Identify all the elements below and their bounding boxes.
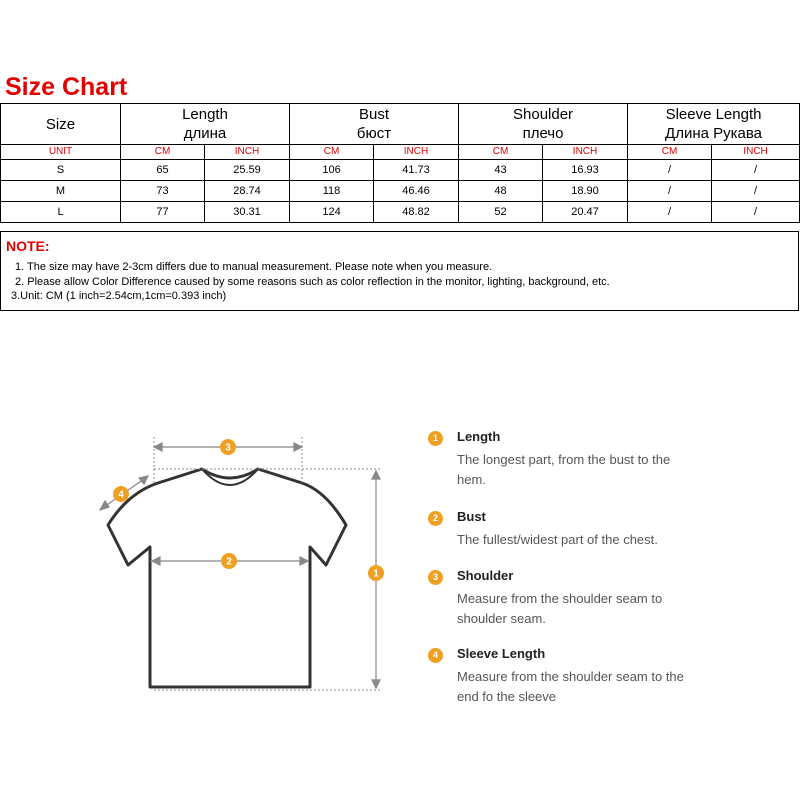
table-cell: 77: [121, 202, 205, 223]
unit-cell: INCH: [543, 145, 628, 160]
marker-label: 1: [373, 568, 379, 580]
note-box: [0, 231, 799, 311]
unit-cell: INCH: [712, 145, 800, 160]
note-line: 3.Unit: CM (1 inch=2.54cm,1cm=0.393 inch): [11, 290, 227, 302]
table-cell: 16.93: [543, 160, 628, 181]
column-header-ru: плечо: [522, 125, 564, 142]
legend-description: The fullest/widest part of the chest.: [457, 532, 658, 547]
unit-cell: CM: [459, 145, 543, 160]
table-cell: 28.74: [205, 181, 290, 202]
column-header-en: Shoulder: [513, 106, 574, 123]
column-header-en: Bust: [359, 106, 390, 123]
size-label-cell: S: [1, 160, 121, 181]
table-cell: 46.46: [374, 181, 459, 202]
table-cell: /: [712, 181, 800, 202]
unit-cell: CM: [121, 145, 205, 160]
column-header-bust: [290, 104, 459, 145]
marker-label: 4: [118, 489, 124, 501]
table-cell: 18.90: [543, 181, 628, 202]
column-header-sleeve-length: [628, 104, 800, 145]
table-cell: /: [628, 160, 712, 181]
table-cell: 43: [459, 160, 543, 181]
column-header-shoulder: [459, 104, 628, 145]
table-cell: 65: [121, 160, 205, 181]
unit-cell: UNIT: [1, 145, 121, 160]
column-header-ru: бюст: [356, 125, 392, 142]
table-cell: 41.73: [374, 160, 459, 181]
note-title: NOTE:: [6, 238, 50, 254]
column-header-length: [121, 104, 290, 145]
legend-title: Length: [457, 429, 501, 444]
table-row: [1, 181, 800, 202]
table-cell: 30.31: [205, 202, 290, 223]
table-row: [1, 202, 800, 223]
marker-label: 2: [226, 556, 232, 568]
size-label-cell: L: [1, 202, 121, 223]
number-badge: 3: [428, 570, 443, 585]
page-title: Size Chart: [5, 73, 128, 101]
size-table: [0, 103, 800, 223]
number-badge: 4: [428, 648, 443, 663]
table-cell: 73: [121, 181, 205, 202]
table-cell: /: [712, 202, 800, 223]
tshirt-diagram: [90, 425, 390, 705]
legend-title: Bust: [457, 509, 486, 524]
table-cell: 48: [459, 181, 543, 202]
marker-2: [221, 553, 237, 569]
note-line: 1. The size may have 2-3cm differs due to manual measurement. Please note when you measure.: [15, 261, 493, 273]
unit-cell: CM: [290, 145, 374, 160]
note-line: 2. Please allow Color Difference caused by some reasons such as color reflection in the monitor, lighting, background, etc.: [15, 276, 610, 288]
unit-cell: CM: [628, 145, 712, 160]
table-cell: 20.47: [543, 202, 628, 223]
marker-1: [368, 565, 384, 581]
unit-row: [1, 145, 800, 160]
marker-4: [113, 486, 129, 502]
legend-title: Sleeve Length: [457, 646, 546, 661]
size-header-cell: Size: [1, 104, 121, 145]
tshirt-outline-icon: [108, 469, 346, 687]
legend-description: The longest part, from the bust to the hem.: [457, 452, 671, 487]
number-badge: 2: [428, 511, 443, 526]
table-header-row: [1, 104, 800, 145]
table-cell: 52: [459, 202, 543, 223]
unit-cell: INCH: [205, 145, 290, 160]
table-cell: /: [712, 160, 800, 181]
marker-3: [220, 439, 236, 455]
unit-cell: INCH: [374, 145, 459, 160]
number-badge: 1: [428, 431, 443, 446]
table-cell: 48.82: [374, 202, 459, 223]
size-label-cell: M: [1, 181, 121, 202]
marker-label: 3: [225, 442, 231, 454]
table-cell: 25.59: [205, 160, 290, 181]
column-header-en: Sleeve Length: [665, 106, 762, 123]
legend-title: Shoulder: [457, 568, 514, 583]
table-cell: 118: [290, 181, 374, 202]
column-header-en: Length: [182, 106, 228, 123]
legend-description: Measure from the shoulder seam to shoulder seam.: [457, 591, 663, 626]
legend-description: Measure from the shoulder seam to the end fo the sleeve: [457, 669, 684, 704]
column-header-ru: длина: [183, 125, 227, 142]
table-cell: 106: [290, 160, 374, 181]
table-cell: /: [628, 202, 712, 223]
column-header-ru: Длина Рукава: [665, 125, 763, 142]
table-row: [1, 160, 800, 181]
table-cell: /: [628, 181, 712, 202]
table-cell: 124: [290, 202, 374, 223]
